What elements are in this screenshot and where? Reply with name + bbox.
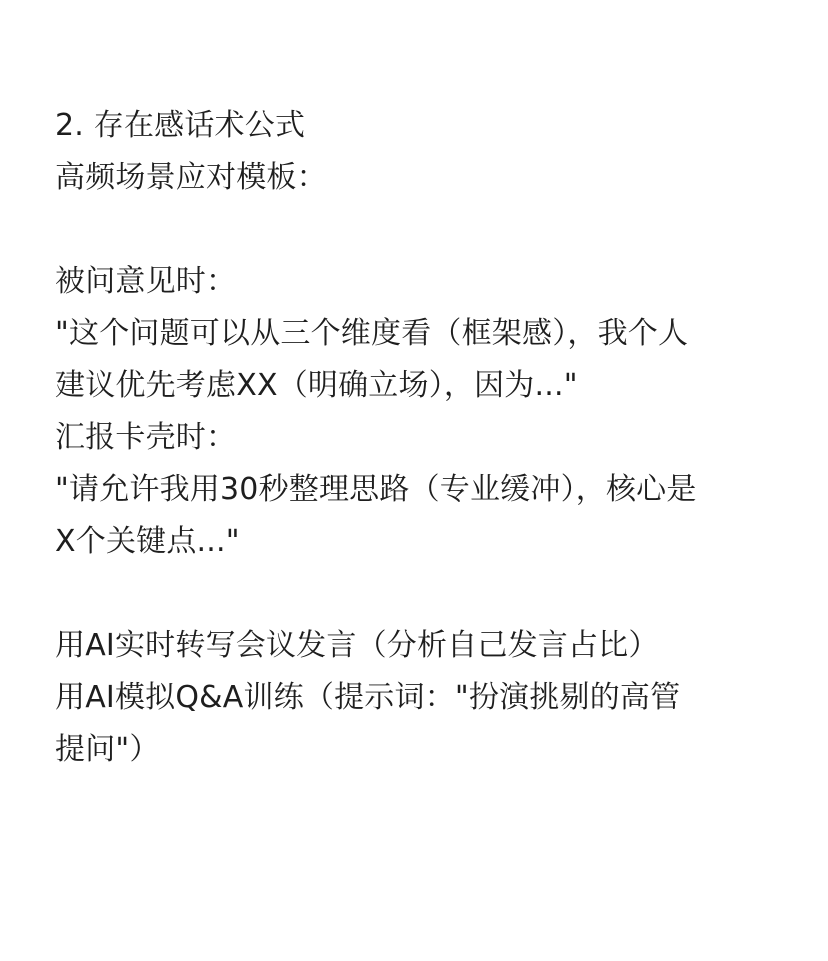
section-subheading: 高频场景应对模板： [55,160,327,195]
scenario-1-quote-line-1: "这个问题可以从三个维度看（框架感），我个人 [55,316,689,351]
spacer [55,568,795,620]
section-heading: 2. 存在感话术公式 [55,108,306,143]
ai-tip-line-2: 用AI模拟Q&A训练（提示词："扮演挑剔的高管 [55,680,681,715]
scenario-2-label: 汇报卡壳时： [55,420,237,455]
scenario-1-quote-line-2: 建议优先考虑XX（明确立场），因为..." [55,368,578,403]
document-body [55,100,795,776]
ai-tip-line-1: 用AI实时转写会议发言（分析自己发言占比） [55,628,659,663]
scenario-2-quote-line-1: "请允许我用30秒整理思路（专业缓冲），核心是 [55,472,697,507]
scenario-2-quote-line-2: X个关键点..." [55,524,240,559]
spacer [55,204,795,256]
scenario-1-label: 被问意见时： [55,264,237,299]
ai-tip-line-3: 提问"） [55,732,160,767]
